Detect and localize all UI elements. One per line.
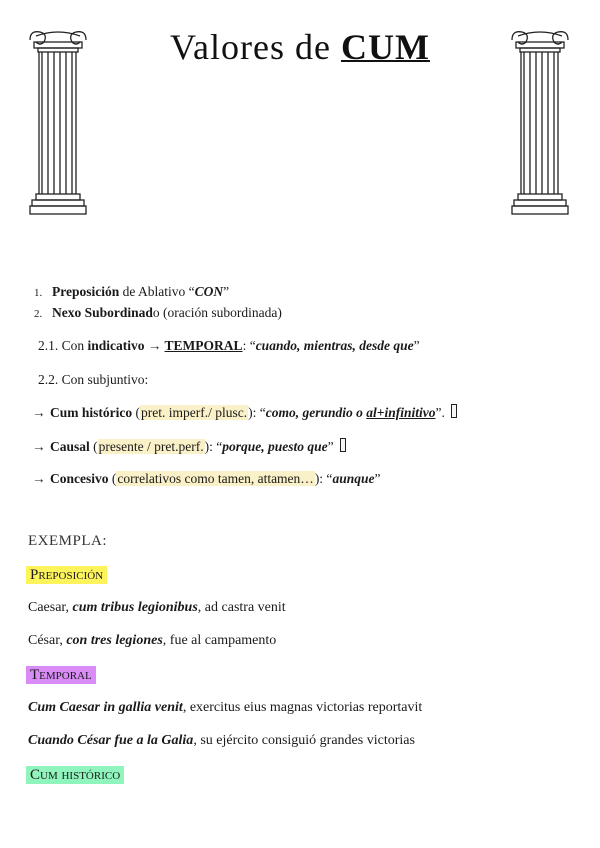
list-item-nexo: 2. Nexo Subordinado (oración subordinada) <box>34 305 282 320</box>
list-item-causal: → Causal (presente / pret.perf.): “porque, puesto que” <box>32 438 346 455</box>
page-title <box>0 26 600 68</box>
example-prep-spanish: César, con tres legiones, fue al campamento <box>28 633 277 648</box>
label-cum-historico: Cum histórico <box>26 764 124 784</box>
label-preposicion: Preposición <box>26 564 107 584</box>
title-cum: CUM <box>340 27 430 67</box>
list-item-preposicion: 1. Preposición de Ablativo “CON” <box>34 284 230 299</box>
note-marker-icon <box>340 438 346 452</box>
list-item-cum-historico: → Cum histórico (pret. imperf./ plusc.): “como, gerundio o al+infinitivo”. <box>32 404 457 421</box>
example-temp-latin: Cum Caesar in gallia venit, exercitus eius magnas victorias reportavit <box>28 700 423 715</box>
example-temp-spanish: Cuando César fue a la Galia, su ejército consiguió grandes victorias <box>28 733 415 748</box>
exempla-heading: EXEMPLA: <box>28 533 107 549</box>
example-prep-latin: Caesar, cum tribus legionibus, ad castra venit <box>28 600 286 615</box>
list-item-indicativo: 2.1. Con indicativo → TEMPORAL: “cuando, mientras, desde que” <box>38 338 420 353</box>
note-marker-icon <box>451 404 457 418</box>
list-item-subjuntivo: 2.2. Con subjuntivo: <box>38 372 149 387</box>
title-main: Valores de <box>170 27 341 67</box>
list-item-concesivo: → Concesivo (correlativos como tamen, attamen…): “aunque” <box>32 471 381 486</box>
label-temporal: Temporal <box>26 664 96 684</box>
